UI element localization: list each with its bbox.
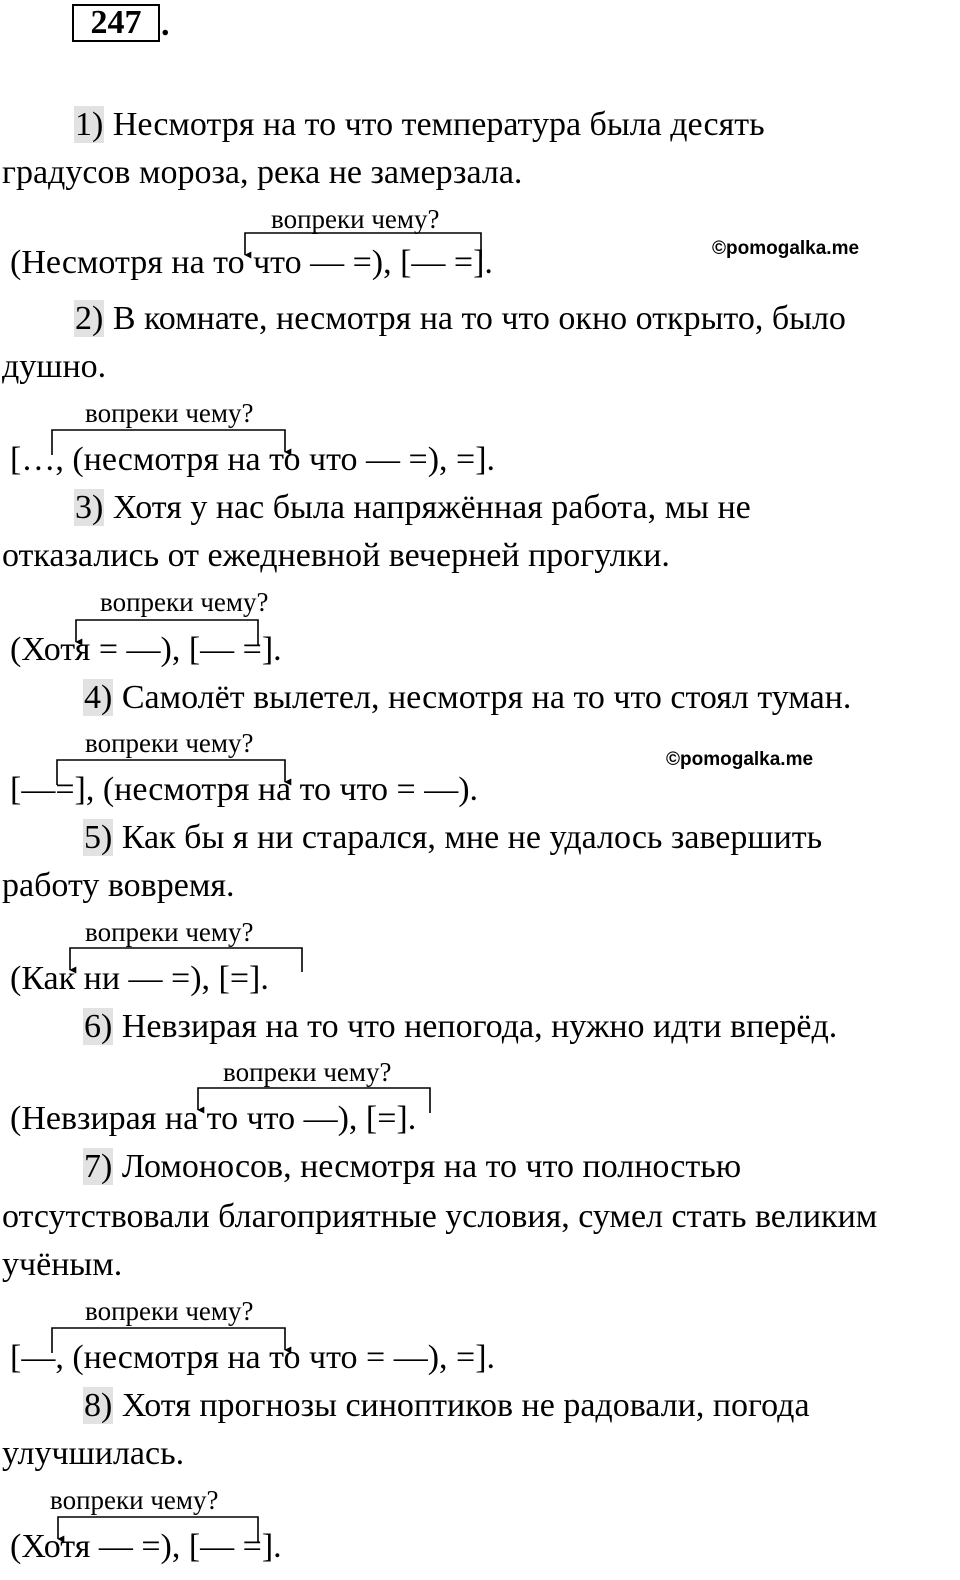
- sentence-3-line-2: отказались от ежедневной вечерней прогулки.: [2, 537, 670, 574]
- sentence-5-line-2: работу вовремя.: [2, 867, 235, 904]
- scheme-8: (Хотя — =), [— =].: [10, 1528, 282, 1565]
- sentence-3-line-1: 3) Хотя у нас была напряжённая работа, мы не: [75, 489, 751, 526]
- scheme-1: (Несмотря на то что — =), [— =].: [10, 244, 493, 281]
- item-number: 8): [84, 1387, 113, 1424]
- sentence-6-line-1: 6) Невзирая на то что непогода, нужно идти вперёд.: [84, 1008, 838, 1045]
- sentence-2-line-2: душно.: [2, 348, 107, 385]
- exercise-number: 247: [90, 4, 142, 41]
- scheme-question: вопреки чему?: [85, 917, 254, 947]
- sentence-1-line-1: 1) Несмотря на то что температура была десять: [75, 106, 765, 143]
- scheme-question: вопреки чему?: [100, 587, 269, 617]
- sentence-7-line-1: 7) Ломоносов, несмотря на то что полностью: [84, 1148, 742, 1185]
- watermark: ©pomogalka.me: [712, 238, 860, 259]
- scheme-question: вопреки чему?: [85, 728, 254, 758]
- scheme-5: (Как ни — =), [=].: [10, 960, 269, 997]
- scheme-question: вопреки чему?: [271, 204, 440, 234]
- watermark: ©pomogalka.me: [666, 749, 814, 770]
- item-number: 3): [75, 489, 104, 526]
- scheme-3: (Хотя = —), [— =].: [10, 631, 282, 668]
- sentence-7-line-2: отсутствовали благоприятные условия, сумел стать великим: [2, 1198, 878, 1235]
- item-number: 6): [84, 1008, 113, 1045]
- scheme-4: [—=], (несмотря на то что = —).: [10, 771, 479, 808]
- sentence-7-line-3: учёным.: [2, 1246, 123, 1283]
- sentence-4-line-1: 4) Самолёт вылетел, несмотря на то что стоял туман.: [84, 679, 852, 716]
- item-number: 7): [84, 1148, 113, 1185]
- scheme-question: вопреки чему?: [85, 398, 254, 428]
- scheme-2: […, (несмотря на то что — =), =].: [10, 441, 496, 478]
- item-number: 5): [84, 819, 113, 856]
- sentence-5-line-1: 5) Как бы я ни старался, мне не удалось завершить: [84, 819, 823, 856]
- scheme-question: вопреки чему?: [85, 1296, 254, 1326]
- item-number: 4): [84, 679, 113, 716]
- sentence-8-line-1: 8) Хотя прогнозы синоптиков не радовали, погода: [84, 1387, 810, 1424]
- scheme-question: вопреки чему?: [223, 1057, 392, 1087]
- item-number: 1): [75, 106, 104, 143]
- scheme-question: вопреки чему?: [50, 1485, 219, 1515]
- exercise-number-dot: .: [161, 6, 170, 43]
- item-number: 2): [75, 300, 104, 337]
- exercise-number-box: [72, 4, 160, 42]
- scheme-6: (Невзирая на то что —), [=].: [10, 1100, 417, 1137]
- sentence-1-line-2: градусов мороза, река не замерзала.: [2, 154, 523, 191]
- scheme-7: [—, (несмотря на то что = —), =].: [10, 1339, 496, 1376]
- sentence-2-line-1: 2) В комнате, несмотря на то что окно открыто, было: [75, 300, 846, 337]
- sentence-8-line-2: улучшилась.: [2, 1435, 185, 1472]
